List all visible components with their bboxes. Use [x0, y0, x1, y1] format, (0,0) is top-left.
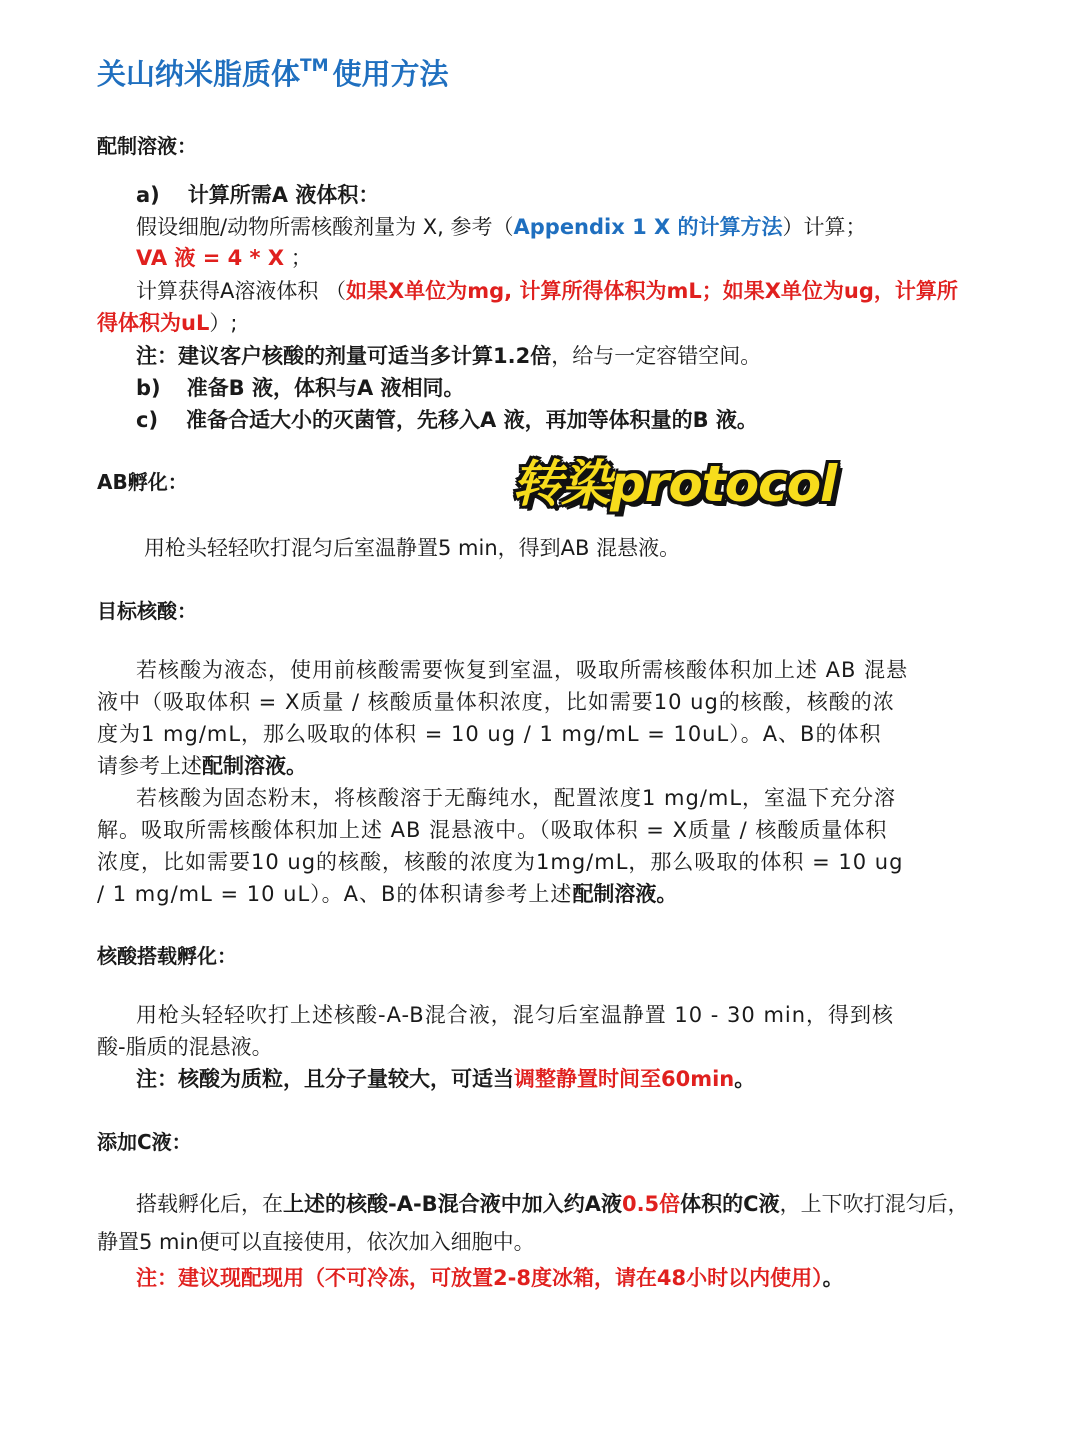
- target-p1-line-1: 若核酸为液态，使用前核酸需要恢复到室温，吸取所需核酸体积加上述 AB 混悬: [136, 658, 909, 682]
- load-line-1: 用枪头轻轻吹打上述核酸-A-B混合液，混匀后室温静置 10 - 30 min，得到核: [136, 1003, 895, 1027]
- target-p2-line-3: 浓度，比如需要10 ug的核酸，核酸的浓度为1mg/mL，那么吸取的体积 = 10 ug: [97, 850, 904, 874]
- target-p2-line-2: 解。吸取所需核酸体积加上述 AB 混悬液中。（吸取体积 = X质量 / 核酸质量体积: [97, 818, 888, 842]
- step-a-line-1: 假设细胞/动物所需核酸剂量为 X, 参考（Appendix 1 X 的计算方法）计算；: [136, 215, 867, 239]
- step-a-heading: a) 计算所需A 液体积：: [136, 183, 380, 207]
- section-heading-target: 目标核酸：: [97, 599, 197, 623]
- load-note: 注：核酸为质粒，且分子量较大，可适当调整静置时间至60min。: [136, 1067, 756, 1091]
- target-p1-line-2: 液中（吸取体积 = X质量 / 核酸质量体积浓度，比如需要10 ug的核酸，核酸的浓: [97, 690, 895, 714]
- prep-note: 注：建议客户核酸的剂量可适当多计算1.2倍，给与一定容错空间。: [136, 344, 762, 368]
- step-c: c) 准备合适大小的灭菌管，先移入A 液，再加等体积量的B 液。: [136, 408, 758, 432]
- section-heading-addc: 添加C液：: [97, 1130, 192, 1154]
- target-p2-line-1: 若核酸为固态粉末，将核酸溶于无酶纯水，配置浓度1 mg/mL，室温下充分溶: [136, 786, 897, 810]
- page-title: 关山纳米脂质体™ 使用方法: [97, 56, 449, 91]
- appendix-reference: Appendix 1 X 的计算方法: [513, 215, 783, 239]
- step-a-line-3: 计算获得A溶液体积 （如果X单位为mg, 计算所得体积为mL；如果X单位为ug，计算所: [136, 279, 958, 303]
- section-heading-load: 核酸搭载孵化：: [97, 944, 237, 968]
- step-a-line-4: 得体积为uL）;: [97, 311, 238, 335]
- section-heading-prep: 配制溶液：: [97, 134, 197, 158]
- target-p2-line-4: / 1 mg/mL = 10 uL）。A、B的体积请参考上述配制溶液。: [97, 882, 678, 906]
- addc-line-2: 静置5 min便可以直接使用，依次加入细胞中。: [97, 1230, 535, 1254]
- trademark-mark: TM: [300, 56, 329, 76]
- addc-line-1: 搭载孵化后，在上述的核酸-A-B混合液中加入约A液0.5倍体积的C液，上下吹打混匀后，: [136, 1192, 969, 1216]
- addc-note: 注：建议现配现用（不可冷冻，可放置2-8度冰箱，请在48小时以内使用）。: [136, 1266, 844, 1290]
- formula: VA 液 = 4 * X: [136, 246, 285, 270]
- load-line-2: 酸-脂质的混悬液。: [97, 1035, 273, 1059]
- protocol-sticker: 转染protocol: [512, 455, 837, 513]
- target-p1-line-4: 请参考上述配制溶液。: [97, 754, 307, 778]
- formula-line: VA 液 = 4 * X ；: [136, 246, 312, 270]
- ab-text: 用枪头轻轻吹打混匀后室温静置5 min，得到AB 混悬液。: [144, 536, 681, 560]
- step-b: b) 准备B 液，体积与A 液相同。: [136, 376, 465, 400]
- target-p1-line-3: 度为1 mg/mL，那么吸取的体积 = 10 ug / 1 mg/mL = 10uL）。A、B的体积: [97, 722, 882, 746]
- section-heading-ab: AB孵化：: [97, 470, 188, 494]
